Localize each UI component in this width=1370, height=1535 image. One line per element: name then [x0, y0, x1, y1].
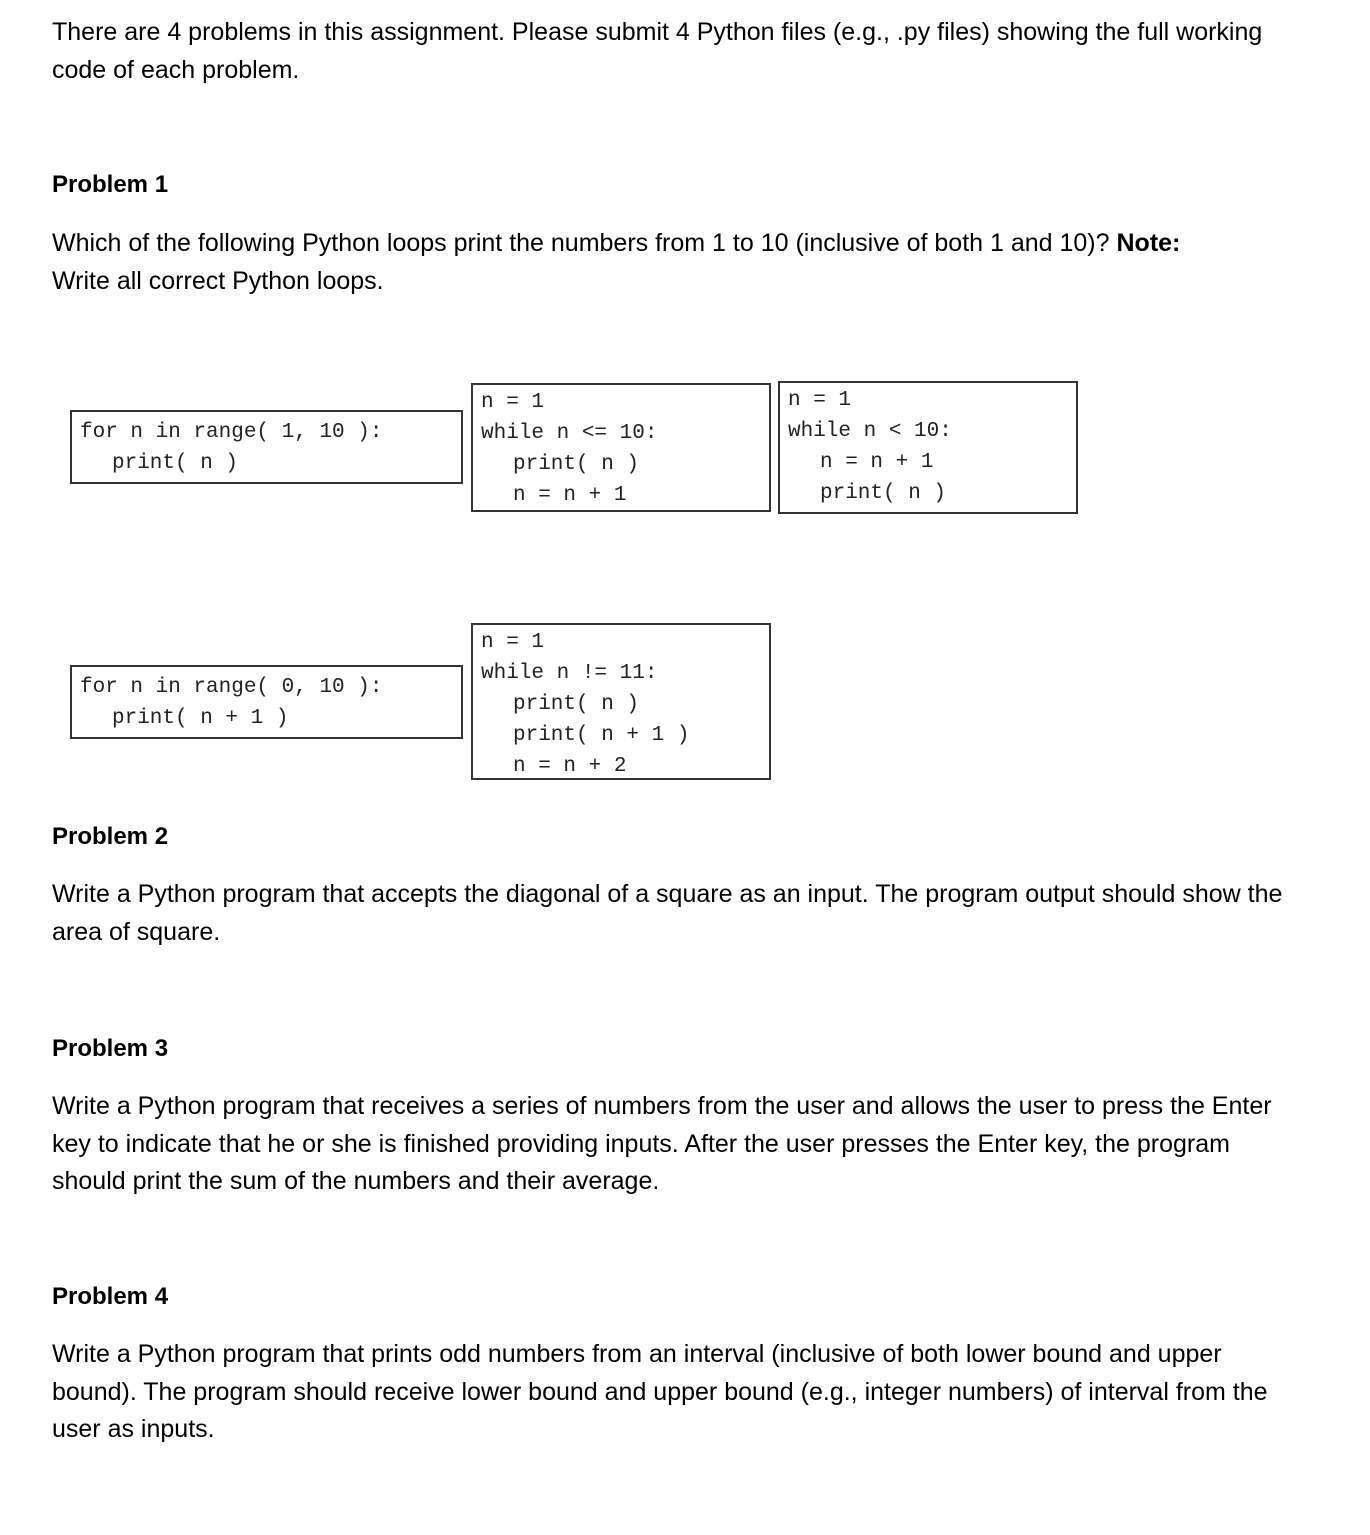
code-option-d — [70, 665, 463, 739]
code-option-b — [471, 383, 771, 512]
code-line: print( n + 1 ) — [513, 724, 690, 747]
intro-paragraph: There are 4 problems in this assignment. Please submit 4 Python files (e.g., .py files) showing the full working code of each problem. — [52, 18, 1263, 84]
code-option-e — [471, 623, 771, 780]
code-line: while n != 11: — [481, 662, 658, 685]
problem-4-text: Write a Python program that prints odd numbers from an interval (inclusive of both lower bound and upper bound). The program should receive lower bound and upper bound (e.g., integer numbers) of interval from the user as inputs. — [52, 1340, 1268, 1443]
code-line: n = 1 — [481, 391, 545, 414]
code-line: while n <= 10: — [481, 422, 658, 445]
code-line: while n < 10: — [788, 420, 952, 443]
problem-3-heading: Problem 3 — [52, 1035, 169, 1062]
problem-4-heading: Problem 4 — [52, 1283, 169, 1310]
problem-2-text: Write a Python program that accepts the diagonal of a square as an input. The program output should show the area of square. — [52, 880, 1283, 946]
code-line: print( n ) — [112, 452, 239, 475]
code-line: n = n + 1 — [513, 484, 627, 507]
problem-1-heading: Problem 1 — [52, 171, 169, 198]
code-line: print( n ) — [513, 693, 640, 716]
code-option-a — [70, 410, 463, 484]
problem-1-note-text: Write all correct Python loops. — [52, 266, 384, 295]
code-line: for n in range( 0, 10 ): — [80, 676, 383, 699]
problem-1-question-text: Which of the following Python loops print the numbers from 1 to 10 (inclusive of both 1 and 10)? — [52, 229, 1110, 257]
code-line: print( n + 1 ) — [112, 707, 289, 730]
code-line: n = 1 — [481, 631, 545, 654]
problem-2-heading: Problem 2 — [52, 823, 169, 850]
problem-1-note-label: Note: — [1116, 229, 1181, 257]
code-line: print( n ) — [820, 482, 947, 505]
code-option-c — [778, 381, 1078, 514]
code-line: for n in range( 1, 10 ): — [80, 421, 383, 444]
problem-3-text: Write a Python program that receives a series of numbers from the user and allows the user to press the Enter key to indicate that he or she is finished providing inputs. After the user presses the Enter key, the program should print the sum of the numbers and their average. — [52, 1092, 1272, 1195]
problem-1-question — [52, 225, 1302, 300]
code-line: n = 1 — [788, 389, 852, 412]
code-line: n = n + 2 — [513, 755, 627, 778]
code-line: n = n + 1 — [820, 451, 934, 474]
code-line: print( n ) — [513, 453, 640, 476]
